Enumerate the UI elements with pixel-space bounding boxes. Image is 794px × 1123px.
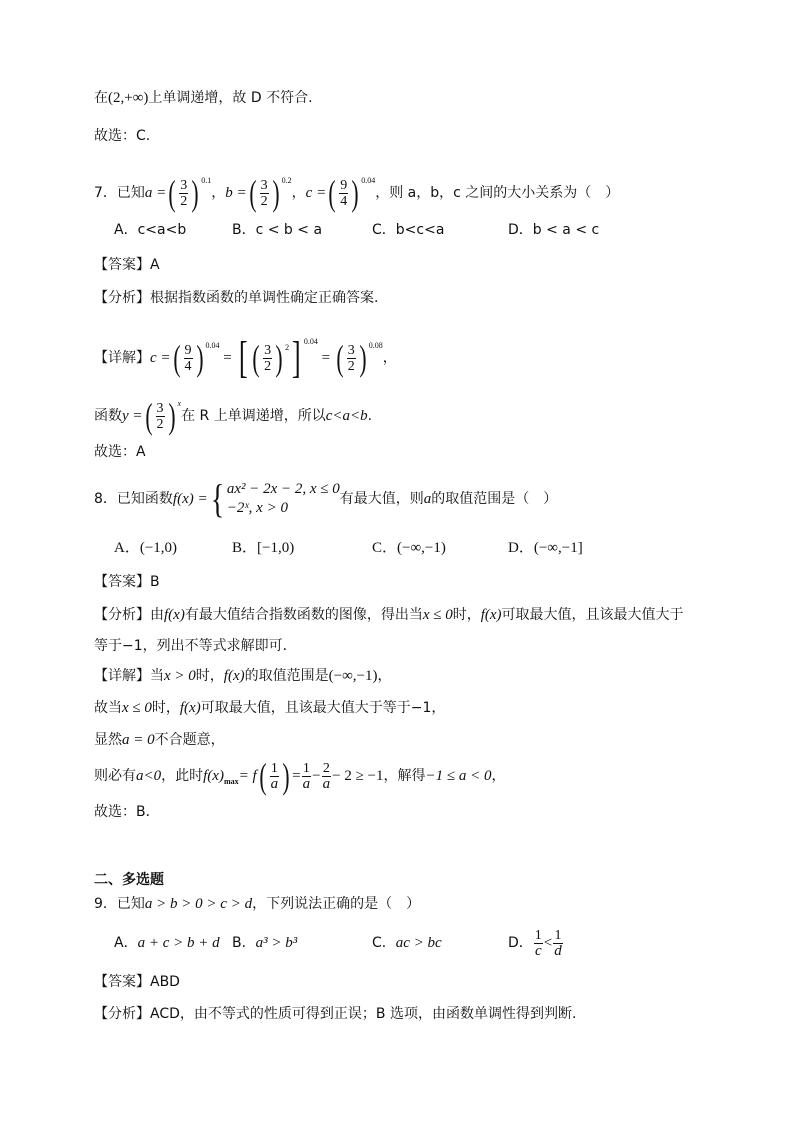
analysis-8-cont: 等于−1，列出不等式求解即可． [94,638,297,654]
option-c: C．(−∞,−1) [372,540,446,556]
function-7: 函数y =( $\frac{3}{2}$ ) $^x$在 R 上单调递增，所以c<a<b. [94,396,373,436]
analysis-8: 【分析】由f(x)有最大值结合指数函数的图像，得出当x ≤ 0时，f(x)可取最大值，且该最大值大于 [94,607,684,623]
text: ，则 a，b，c 之间的大小关系为（ ） [375,185,620,201]
answer-7: 【答案】A [94,257,160,273]
option-a: A．c<a<b [114,222,187,238]
option-a: A．(−1,0) [114,540,178,556]
question-8: 8．已知函数f(x) ={ ax² − 2x − 2, x ≤ 0 −2ˣ, x > 0 有最大值，则a的取值范围是（ ） [94,476,558,521]
selection-text: 故选：C. [94,128,151,144]
fraction: $\frac{3}{2}$ [260,177,268,209]
answer-8: 【答案】B [94,574,160,590]
option-c: C．b<c<a [372,222,445,238]
option-b: B．a³ > b³ [232,935,298,951]
option-d: D．(−∞,−1] [508,540,583,556]
analysis-7: 【分析】根据指数函数的单调性确定正确答案. [94,290,379,306]
detail-7: 【详解】c =( $\frac{9}{4}$ ) $^{0.04}$ = [ ( $\frac{3}{2}$ ) $^2$] $^{0.04}$ = ( $\frac{3}{2}$ ) $^{0.08}$， [94,333,397,382]
option-d: D． $\frac{1}{c}$ < $\frac{1}{d}$ [508,927,562,959]
option-b: B．c < b < a [232,222,323,238]
selection-7: 故选：A [94,444,146,460]
answer-9: 【答案】ABD [94,974,180,990]
analysis-tag: 【分析】 [94,290,150,306]
selection-8: 故选：B． [94,804,160,820]
exponent: 0.1 [201,176,212,185]
math: c = [305,185,327,201]
question-number: 7．已知 [94,185,145,201]
text-line [94,88,313,108]
detail-8: 【详解】当x > 0时，f(x)的取值范围是(−∞,−1)， [94,668,392,684]
analysis-9: 【分析】ACD，由不等式的性质可得到正误；B 选项，由函数单调性得到判断. [94,1006,577,1022]
math: a = [144,185,167,201]
exponent: 0.04 [361,176,376,185]
option-b: B．[−1,0) [232,540,295,556]
text-line [94,126,150,146]
question-9: 9．已知a > b > 0 > c > d，下列说法正确的是（ ） [94,896,421,912]
detail-8-line2: 故当x ≤ 0时，f(x)可取最大值，且该最大值大于等于−1， [94,700,446,716]
fraction: $\frac{3}{2}$ [180,177,188,209]
text: 上单调递增，故 D 不符合. [148,90,313,106]
question-7: 7．已知a =( $\frac{3}{2}$ ) $^{0.1}$，b =( $\frac{3}{2}$ ) $^{0.2}$，c =( $\frac{9}{4}$ ) $^{0.04}$，则 a，b，c 之间的大小关系为（ ） [94,173,620,213]
math-interval: (2,+∞) [108,90,149,106]
option-a: A．a + c > b + d [114,935,220,951]
detail-8-line3: 显然a = 0不合题意， [94,732,225,748]
math: b = [225,185,247,201]
section-heading: 二、多选题 [94,872,164,888]
exponent: 0.2 [281,176,292,185]
detail-tag: 【详解】 [94,350,150,366]
fraction: $\frac{9}{4}$ [340,177,348,209]
option-d: D．b < a < c [508,222,600,238]
answer-tag: 【答案】 [94,257,150,273]
detail-8-line4: 则必有a<0，此时$f(x)_{max}= f$( $\frac{1}{a}$ ) = $\frac{1}{a}$ − $\frac{2}{a}$ − 2 ≥ −1，解得−1 ≤ a < 0， [94,756,506,796]
text: 在 [94,90,108,106]
option-c: C．ac > bc [372,935,442,951]
